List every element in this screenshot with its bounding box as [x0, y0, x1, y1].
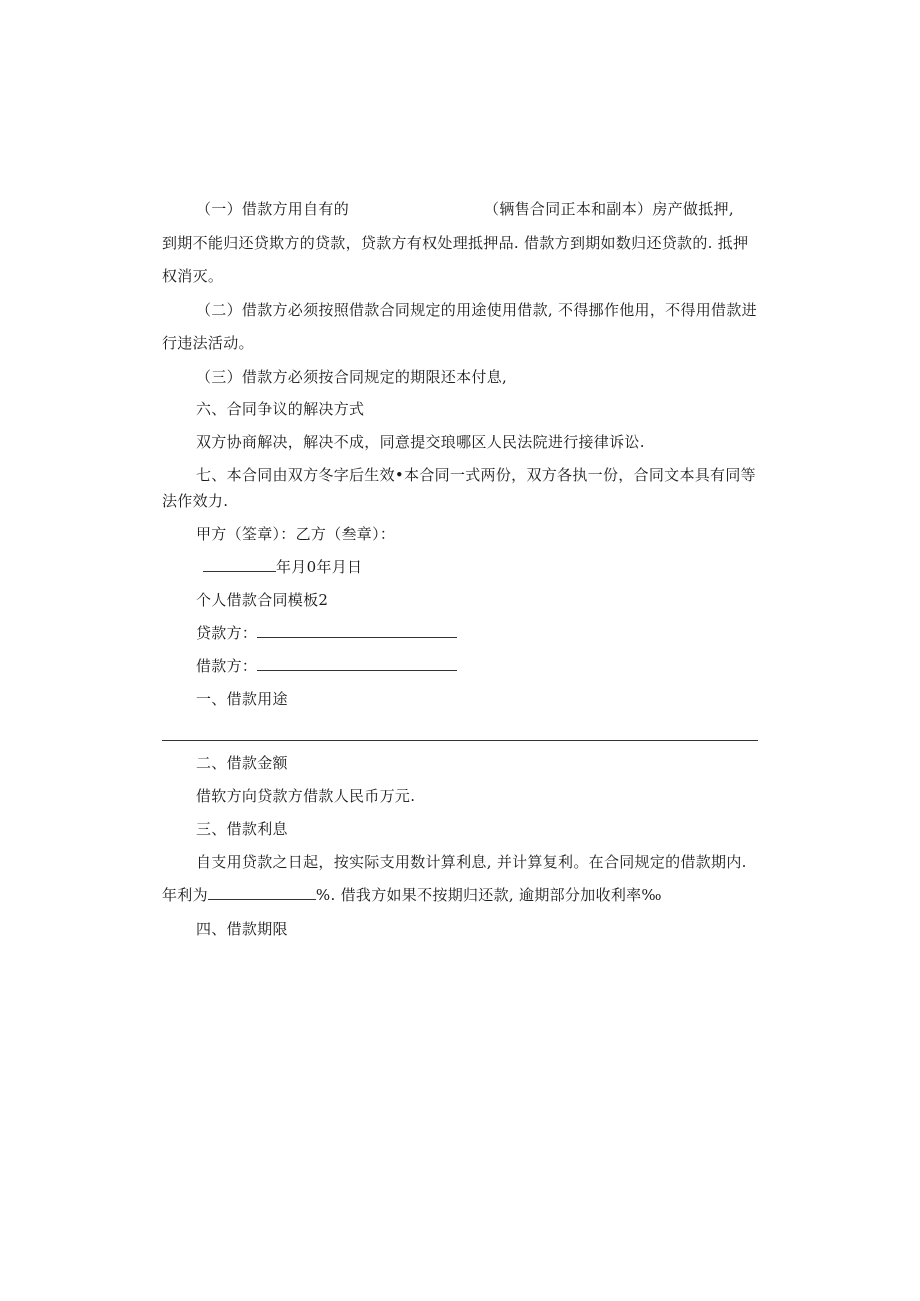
interest-line-1: 自支用贷款之日起，按实际支用数计算利息, 并计算复利。在合同规定的借款期内.: [196, 853, 747, 871]
clause-1-line-3: 权消灭。: [162, 267, 224, 285]
section-6-heading: 六、合同争议的解决方式: [196, 400, 365, 418]
interest-line-2: [162, 885, 662, 905]
interest-rate-blank: [208, 885, 316, 900]
heading-loan-term: 四、借款期限: [196, 920, 288, 938]
borrower-line: [196, 656, 457, 676]
lender-blank: [257, 623, 457, 638]
interest-line-2-rest: %. 借我方如果不按期归还款, 逾期部分加收利率‰: [315, 886, 662, 904]
clause-1-text-b: （辆售合同正本和副本）房产做抵押,: [484, 200, 734, 218]
clause-1-text-a: （一）借款方用自有的: [196, 200, 350, 218]
clause-2-line-1: （二）借款方必须按照借款合同规定的用途使用借款, 不得挪作他用，不得用借款进: [196, 301, 757, 319]
clause-1-line-2: 到期不能归还贷欺方的贷款，贷款方有权处理抵押品. 借款方到期如数归还贷款的. 抵押: [162, 234, 749, 252]
clause-3-line-1: （三）借款方必须按合同规定的期限还本付息,: [196, 368, 508, 386]
lender-label: 贷款方：: [196, 624, 258, 642]
signature-parties: 甲方（筌章）：乙方（叁章）：: [196, 525, 396, 543]
date-blank: [203, 557, 276, 572]
heading-loan-interest: 三、借款利息: [196, 820, 288, 838]
section-6-body: 双方协商解决，解决不成，同意提交琅哪区人民法院进行接律诉讼.: [196, 433, 645, 451]
template-2-title: 个人借款合同模板2: [196, 591, 329, 609]
signature-date-line: [203, 557, 362, 577]
heading-loan-amount: 二、借款金额: [196, 754, 288, 772]
interest-rate-label: 年利为: [162, 886, 208, 904]
lender-line: [196, 623, 457, 643]
heading-loan-purpose: 一、借款用途: [196, 690, 288, 708]
borrower-blank: [257, 656, 457, 671]
clause-2-line-2: 行违法活动。: [162, 334, 254, 352]
signature-date-suffix: 年月0年月日: [276, 558, 363, 576]
borrower-label: 借款方：: [196, 657, 258, 675]
section-7-line-1: 七、本合同由双方冬字后生效•本合同一式两份，双方各执一份，合同文本具有同等: [196, 466, 756, 484]
loan-amount-text: 借软方向贷款方借款人民币万元.: [196, 787, 416, 805]
section-7-line-2: 法作效力.: [162, 492, 229, 510]
purpose-fill-line: [162, 740, 758, 741]
clause-1-line-1: [196, 199, 734, 219]
